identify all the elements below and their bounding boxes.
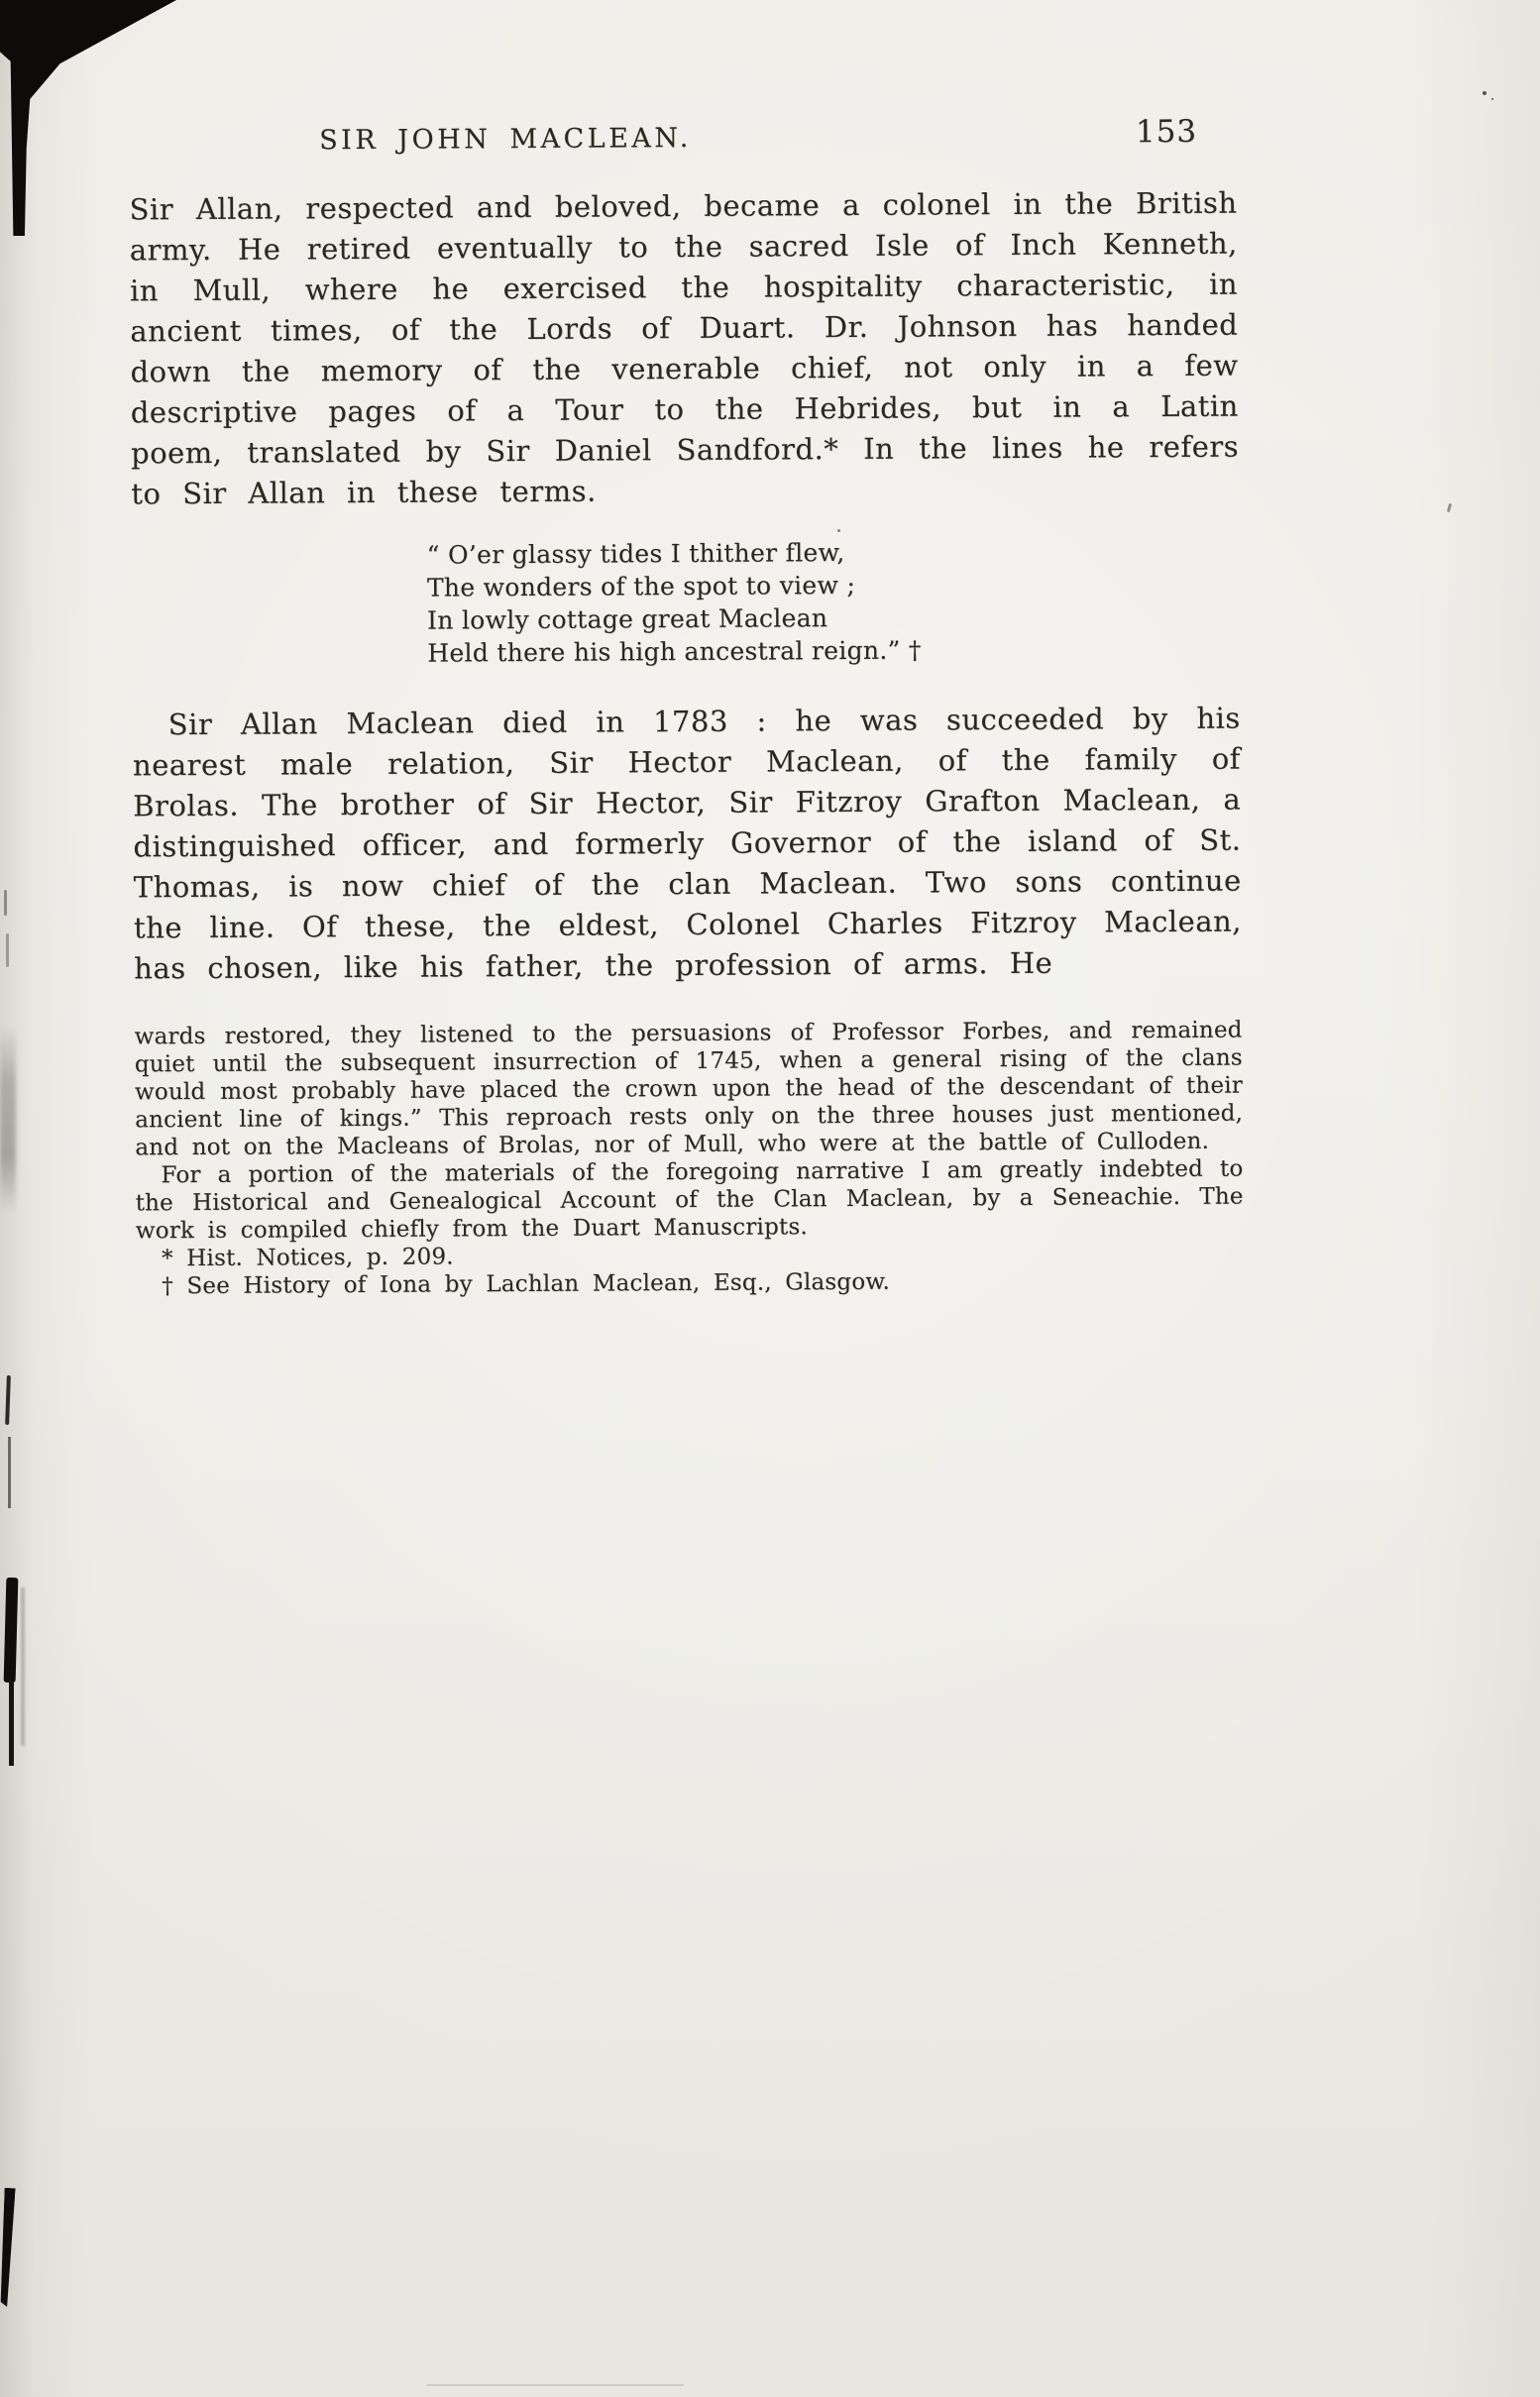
footnote-asterisk-ref: * Hist. Notices, p. 209. [161, 1244, 454, 1272]
running-head [129, 114, 1237, 163]
scan-artifact-smudge [0, 1026, 16, 1214]
footnote-sources: For a portion of the materials of the foregoing narrative I am greatly indebted to the Historical and Genealogical Account of the Clan Maclean, by a Seneachie. The work is compiled chiefly from the Duart Manuscripts. [135, 1155, 1244, 1245]
footnote-dagger-ref: † See History of Iona by Lachlan Maclean, Esq., Glasgow. [162, 1268, 891, 1300]
poem-line: Held there his high ancestral reign.” † [427, 635, 922, 668]
poem-line: In lowly cottage great Maclean [427, 603, 828, 635]
page-number: 153 [1135, 113, 1198, 151]
scan-artifact-mark [21, 1587, 25, 1746]
footnotes-section [135, 1017, 1245, 1301]
scan-artifact-mark [5, 1375, 11, 1425]
scan-speck [1491, 98, 1493, 100]
running-head-title: SIR JOHN MACLEAN. [319, 122, 692, 157]
paragraph-succession: Sir Allan Maclean died in 1783 : he was succeeded by his nearest male relation, Sir Hector Maclean, of the family of Brolas. The brother of Sir Hector, Sir Fitzroy Grafton Maclean, a distinguished officer, and formerly Governor of the island of St. Thomas, is now chief of the clan Maclean. Two sons continue the line. Of these, the eldest, Colonel Charles Fitzroy Maclean, has chosen, like his father, the profession of arms. He [132, 701, 1243, 986]
scan-speck [1447, 503, 1452, 512]
scan-artifact-ink-bar [9, 1681, 14, 1766]
paragraph-sir-allan: Sir Allan, respected and beloved, became a colonel in the British army. He retired eventually to the sacred Isle of Inch Kenneth, in Mull, where he exercised the hospitality characteristic, in ancient times, of the Lords of Duart. Dr. Johnson has handed down the memory of the venerable chief, not only in a few descriptive pages of a Tour to the Hebrides, but in a Latin poem, translated by Sir Daniel Sandford.* In the lines he refers to Sir Allan in these terms. [129, 185, 1240, 511]
scan-speck [1483, 91, 1486, 95]
page-content [129, 114, 1244, 1301]
footnote-continuation: wards restored, they listened to the persuasions of Professor Forbes, and remained quiet until the subsequent insurrection of 1745, when a general rising of the clans would most probably have placed the crown upon the head of the descendant of their ancient line of kings.” This reproach rests only on the three houses just mentioned, and not on the Macleans of Brolas, nor of Mull, who were at the battle of Culloden. [134, 1017, 1244, 1161]
poem-line: “ O’er glassy tides I thither flew, [426, 538, 845, 570]
scan-artifact-ink-bar [0, 2188, 16, 2307]
scan-artifact-mark [6, 933, 9, 967]
poem-line: The wonders of the spot to view ; [426, 570, 856, 602]
scan-artifact-crease [426, 2384, 684, 2386]
scan-artifact-mark [4, 890, 7, 916]
scan-artifact-ink-bar [4, 1578, 19, 1683]
scan-artifact-mark [8, 1437, 11, 1508]
poem-block [427, 534, 1241, 670]
